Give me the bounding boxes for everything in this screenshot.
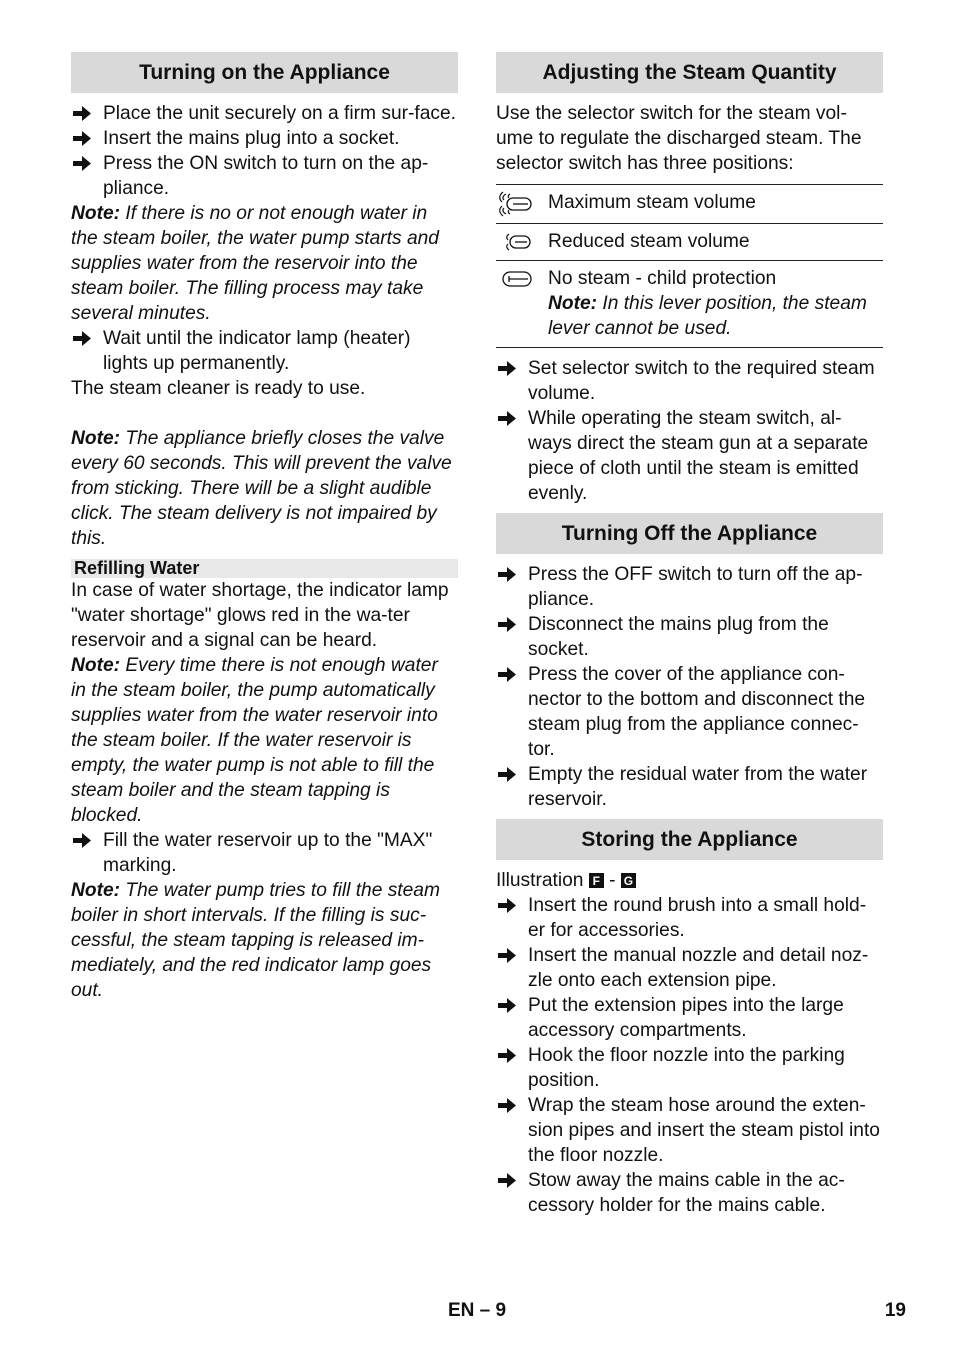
steam-positions-table	[496, 184, 883, 348]
ready-text: The steam cleaner is ready to use.	[71, 378, 366, 399]
illustration-ref: Illustration F - G	[496, 868, 883, 893]
illustration-f-label: F	[589, 873, 604, 888]
table-row: No steam - child protection Note: In this lever position, the steam lever cannot be used.	[496, 261, 883, 348]
note-paragraph: Note: If there is no or not enough water in the steam boiler, the water pump starts and supplies water from the reservoir into the steam boiler. The filling process may take several minutes.	[71, 203, 439, 324]
arrow-right-icon	[498, 998, 516, 1013]
list-item: Insert the manual nozzle and detail noz-zle onto each extension pipe.	[496, 943, 883, 993]
heading-refilling-water: Refilling Water	[71, 559, 458, 578]
list-item: Place the unit securely on a firm sur-face.	[71, 101, 458, 126]
arrow-right-icon	[498, 1098, 516, 1113]
heading-turning-on: Turning on the Appliance	[71, 52, 458, 93]
arrow-right-icon	[498, 1048, 516, 1063]
note-paragraph: Note: In this lever position, the steam lever cannot be used.	[548, 293, 867, 339]
list-item: Empty the residual water from the water reservoir.	[496, 762, 883, 812]
note-paragraph: Note: Every time there is not enough water in the steam boiler, the pump automatically supplies water from the water reservoir into the steam boiler. If the water reservoir is empty, the water pump is not able to fill the steam boiler and the steam tapping is blocked.	[71, 655, 438, 826]
footer-section-page: EN – 9	[447, 1300, 507, 1321]
arrow-right-icon	[73, 833, 91, 848]
left-column	[71, 52, 458, 1003]
arrow-right-icon	[498, 898, 516, 913]
arrow-right-icon	[498, 667, 516, 682]
note-paragraph: Note: The appliance briefly closes the valve every 60 seconds. This will prevent the valve from sticking. There will be a slight audible click. The steam delivery is not impaired by this.	[71, 428, 452, 549]
list-item: While operating the steam switch, al-ways direct the steam gun at a separate piece of cloth until the steam is emitted evenly.	[496, 406, 883, 506]
arrow-right-icon	[498, 567, 516, 582]
arrow-right-icon	[498, 1173, 516, 1188]
arrow-right-icon	[498, 617, 516, 632]
list-item: Stow away the mains cable in the ac-cessory holder for the mains cable.	[496, 1168, 883, 1218]
illustration-g-label: G	[621, 873, 636, 888]
list-item: Wrap the steam hose around the exten-sion pipes and insert the steam pistol into the floor nozzle.	[496, 1093, 883, 1168]
right-column	[496, 52, 883, 1218]
no-steam-icon	[498, 267, 534, 291]
list-item: Press the ON switch to turn on the ap-pliance.	[71, 151, 458, 201]
list-item: Wait until the indicator lamp (heater) lights up permanently.	[71, 326, 458, 376]
list-item: Put the extension pipes into the large accessory compartments.	[496, 993, 883, 1043]
table-row: Reduced steam volume	[496, 224, 883, 261]
page-number: 19	[884, 1300, 906, 1321]
list-item: Insert the round brush into a small hold-er for accessories.	[496, 893, 883, 943]
list-item: Set selector switch to the required steam volume.	[496, 356, 883, 406]
arrow-right-icon	[73, 331, 91, 346]
refilling-intro: In case of water shortage, the indicator lamp "water shortage" glows red in the wa-ter reservoir and a signal can be heard.	[71, 580, 449, 651]
list-item: Press the cover of the appliance con-nector to the bottom and disconnect the steam plug from the appliance connec-tor.	[496, 662, 883, 762]
arrow-right-icon	[498, 948, 516, 963]
list-item: Disconnect the mains plug from the socket.	[496, 612, 883, 662]
reduced-steam-icon	[498, 230, 534, 254]
note-paragraph: Note: The water pump tries to fill the steam boiler in short intervals. If the filling is suc-cessful, the steam tapping is released im-mediately, and the red indicator lamp goes out.	[71, 880, 440, 1001]
list-item: Fill the water reservoir up to the "MAX" marking.	[71, 828, 458, 878]
arrow-right-icon	[73, 106, 91, 121]
heading-storing: Storing the Appliance	[496, 819, 883, 860]
heading-turning-off: Turning Off the Appliance	[496, 513, 883, 554]
list-item: Hook the floor nozzle into the parking position.	[496, 1043, 883, 1093]
arrow-right-icon	[73, 131, 91, 146]
list-item: Press the OFF switch to turn off the ap-pliance.	[496, 562, 883, 612]
arrow-right-icon	[498, 361, 516, 376]
heading-adjusting-steam: Adjusting the Steam Quantity	[496, 52, 883, 93]
list-item: Insert the mains plug into a socket.	[71, 126, 458, 151]
arrow-right-icon	[498, 767, 516, 782]
max-steam-icon	[498, 191, 534, 217]
arrow-right-icon	[498, 411, 516, 426]
arrow-right-icon	[73, 156, 91, 171]
table-row: Maximum steam volume	[496, 185, 883, 224]
adjusting-intro: Use the selector switch for the steam vol-ume to regulate the discharged steam. The selector switch has three positions:	[496, 103, 862, 174]
